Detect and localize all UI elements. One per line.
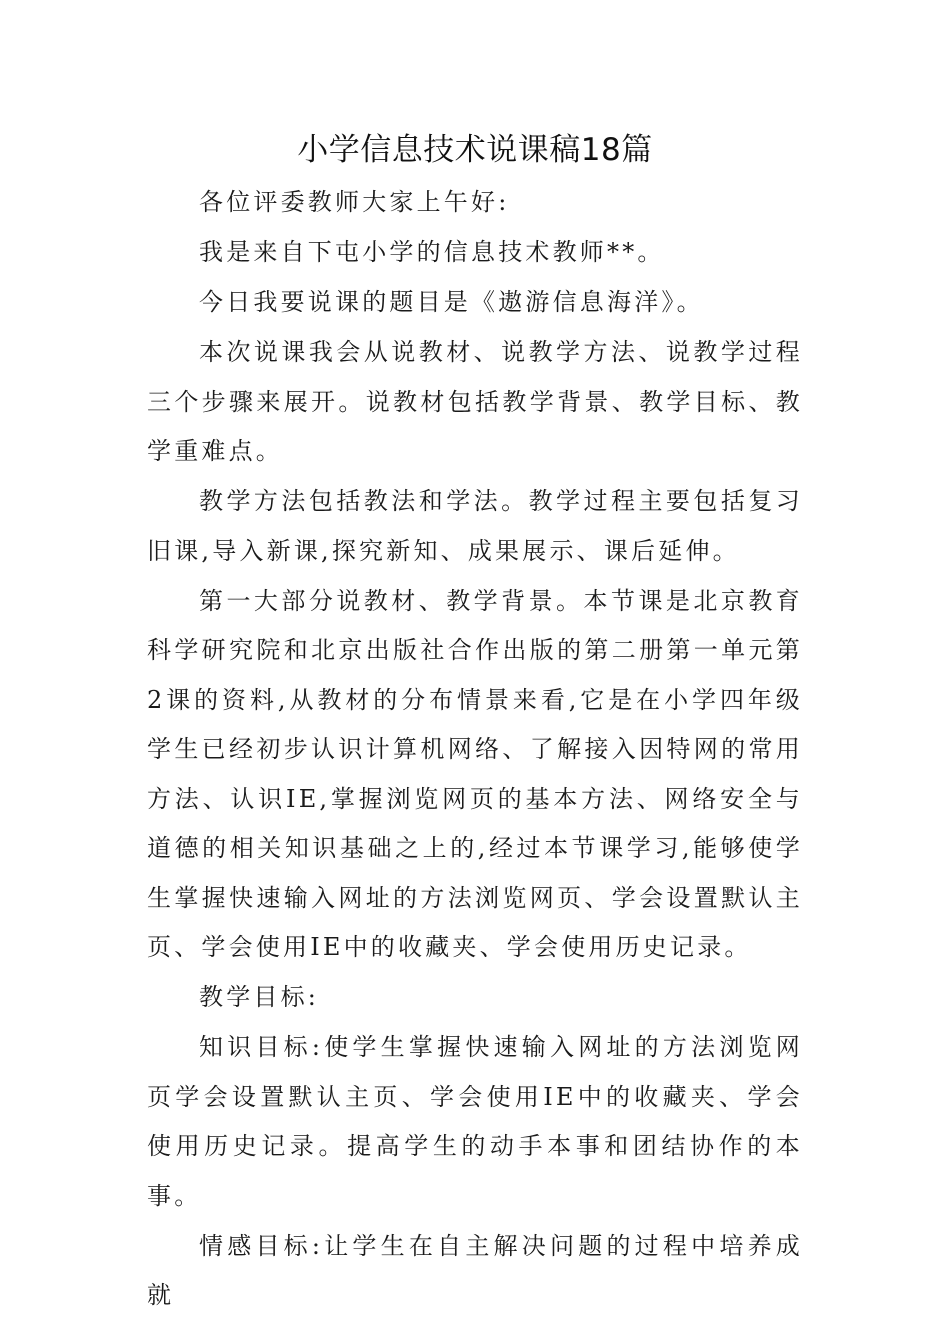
paragraph-goals-heading: 教学目标: <box>199 983 320 1011</box>
document-title: 小学信息技术说课稿18篇 <box>297 132 653 168</box>
paragraph-methods: 教学方法包括教法和学法。教学过程主要包括复习旧课,导入新课,探究新知、成果展示、课后延伸。 <box>147 487 803 565</box>
paragraph-greeting: 各位评委教师大家上午好: <box>199 188 510 216</box>
paragraph-knowledge-goals: 知识目标:使学生掌握快速输入网址的方法浏览网页学会设置默认主页、学会使用IE中的收藏夹、学会使用历史记录。提高学生的动手本事和团结协作的本事。 <box>147 1033 803 1210</box>
paragraph-emotion-goals: 情感目标:让学生在自主解决问题的过程中培养成就 <box>147 1231 803 1309</box>
paragraph-topic: 今日我要说课的题目是《遨游信息海洋》。 <box>199 288 704 316</box>
paragraph-background: 第一大部分说教材、教学背景。本节课是北京教育科学研究院和北京出版社合作出版的第二册第一单元第2课的资料,从教材的分布情景来看,它是在小学四年级学生已经初步认识计算机网络、了解接入因特网的常用方法、认识IE,掌握浏览网页的基本方法、网络安全与道德的相关知识基础之上的,经过本节课学习,能够使学生掌握快速输入网址的方法浏览网页、学会设置默认主页、学会使用IE中的收藏夹、学会使用历史记录。 <box>147 586 803 961</box>
paragraph-self-intro: 我是来自下屯小学的信息技术教师**。 <box>199 238 665 266</box>
document-body <box>147 178 803 1321</box>
paragraph-outline: 本次说课我会从说教材、说教学方法、说教学过程三个步骤来展开。说教材包括教学背景、教学目标、教学重难点。 <box>147 338 803 465</box>
